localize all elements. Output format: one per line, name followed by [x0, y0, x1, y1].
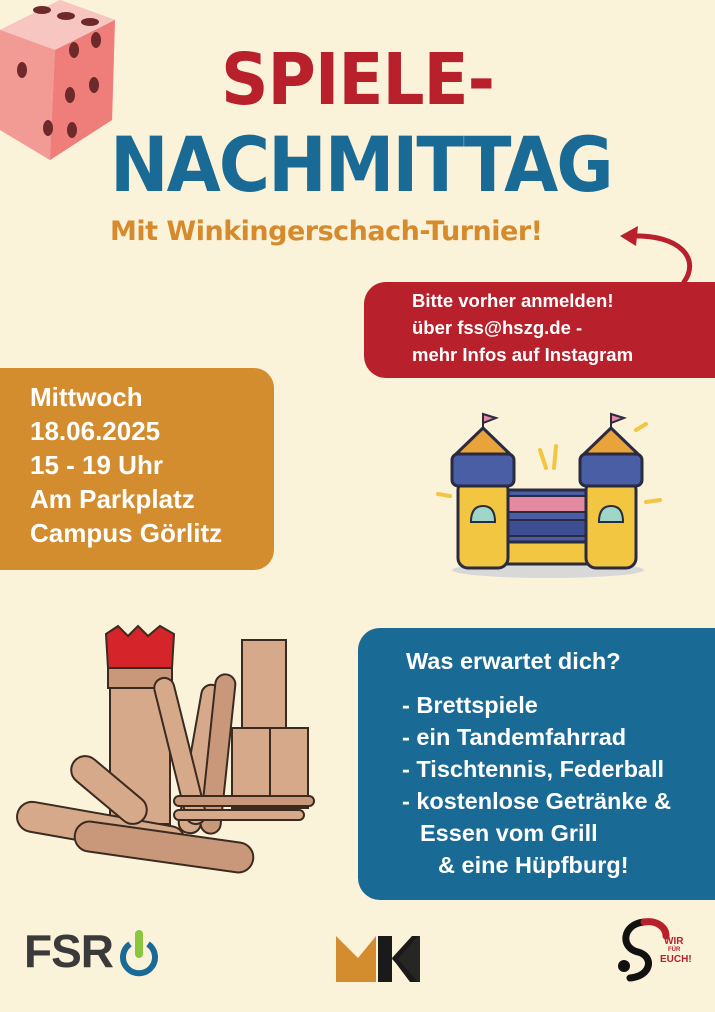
list-item: - Tischtennis, Federball	[402, 756, 665, 782]
expectations-heading: Was erwartet dich?	[406, 648, 621, 674]
registration-line-1: Bitte vorher anmelden!	[412, 290, 614, 311]
wir-fuer-euch-logo	[608, 914, 698, 988]
list-item: Essen vom Grill	[420, 820, 598, 846]
mk-logo	[334, 928, 420, 984]
event-day: Mittwoch	[30, 382, 143, 412]
curved-arrow-icon	[612, 220, 702, 290]
bouncy-castle-icon	[436, 410, 666, 582]
power-icon	[118, 928, 160, 984]
kubb-game-icon	[14, 624, 324, 888]
event-place-1: Am Parkplatz	[30, 484, 195, 514]
logo-text-wir: WIR	[664, 936, 684, 947]
logo-text-euch: EUCH!	[660, 954, 692, 965]
event-time: 15 - 19 Uhr	[30, 450, 163, 480]
list-item: & eine Hüpfburg!	[438, 852, 629, 878]
registration-line-2: über fss@hszg.de -	[412, 317, 583, 338]
fsr-logo	[24, 924, 174, 988]
registration-box	[364, 282, 715, 378]
registration-line-3: mehr Infos auf Instagram	[412, 344, 634, 365]
logo-text-fuer: FÜR	[668, 947, 681, 953]
title-line-2: NACHMITTAG	[110, 120, 612, 210]
subtitle: Mit Winkingerschach-Turnier!	[110, 216, 543, 247]
list-item: - Brettspiele	[402, 692, 538, 718]
list-item: - ein Tandemfahrrad	[402, 724, 627, 750]
expectations-box	[358, 628, 715, 900]
fsr-logo-text: FSR	[24, 925, 113, 977]
event-date: 18.06.2025	[30, 416, 161, 446]
title-line-1: SPIELE-	[220, 37, 495, 122]
event-info-box	[0, 368, 274, 570]
event-place-2: Campus Görlitz	[30, 518, 223, 548]
list-item: - kostenlose Getränke &	[402, 788, 672, 814]
person-swirl-icon	[608, 914, 698, 988]
